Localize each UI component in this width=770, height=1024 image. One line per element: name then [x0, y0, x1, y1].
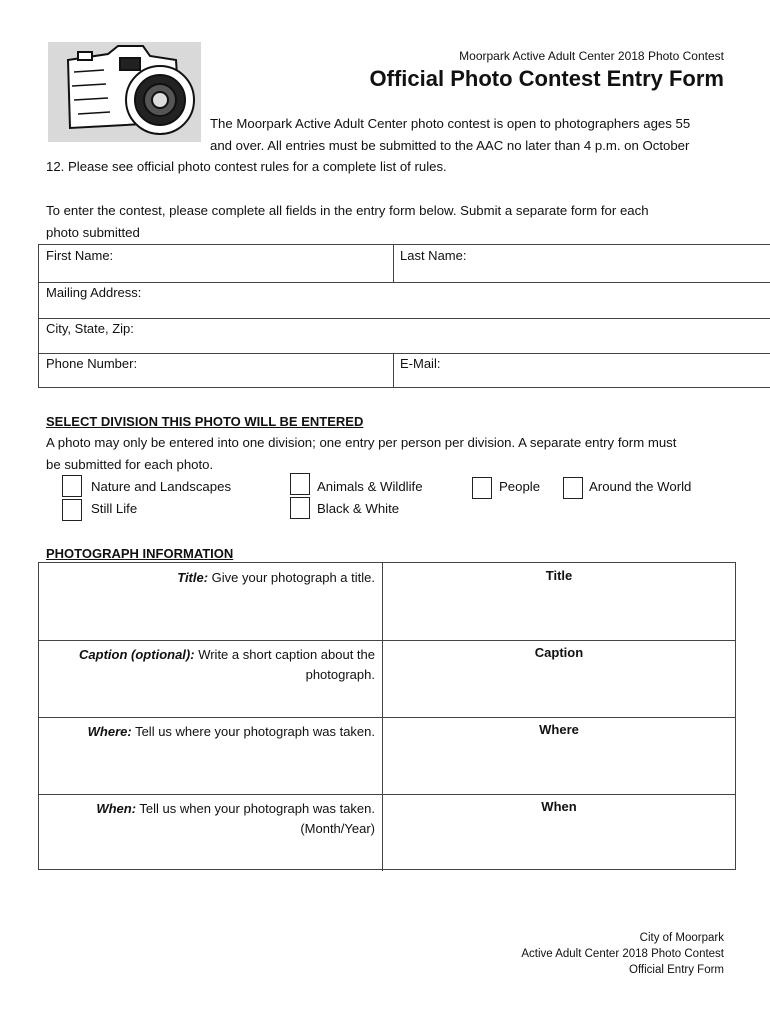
checkbox-around-the-world[interactable] [563, 477, 583, 499]
page-title: Official Photo Contest Entry Form [369, 66, 724, 91]
contact-info-table [38, 244, 770, 388]
phone-row [39, 353, 770, 388]
division-note-1: A photo may only be entered into one division; one entry per person per division. A separate entry form must [46, 435, 677, 450]
label-around-the-world: Around the World [589, 479, 692, 494]
caption-desc-text: Write a short caption about the photograph. [194, 647, 375, 682]
instructions-line-1: To enter the contest, please complete all fields in the entry form below. Submit a separate form for each [46, 203, 649, 218]
label-nature: Nature and Landscapes [91, 479, 232, 494]
caption-description [39, 640, 381, 685]
when-answer-field[interactable]: When [541, 799, 577, 814]
checkbox-people[interactable] [472, 477, 492, 499]
address-row [39, 282, 770, 319]
contest-subtitle: Moorpark Active Adult Center 2018 Photo Contest [459, 49, 724, 63]
title-desc-text: Give your photograph a title. [208, 570, 375, 585]
title-row [39, 563, 735, 641]
phone-field[interactable]: Phone Number: [46, 356, 138, 371]
where-label: Where: [87, 724, 132, 739]
label-black-white: Black & White [317, 501, 400, 516]
checkbox-animals[interactable] [290, 473, 310, 495]
footer-line-3: Official Entry Form [629, 964, 724, 976]
where-desc-text: Tell us where your photograph was taken. [131, 724, 375, 739]
label-animals: Animals & Wildlife [317, 479, 423, 494]
division-heading: SELECT DIVISION THIS PHOTO WILL BE ENTERED [46, 414, 364, 429]
when-desc-text: Tell us when your photograph was taken. (Month/Year) [136, 801, 375, 836]
intro-line-1: The Moorpark Active Adult Center photo contest is open to photographers ages 55 [210, 116, 691, 131]
instructions-line-2: photo submitted [46, 225, 140, 240]
when-description [39, 794, 381, 839]
email-field[interactable]: E-Mail: [400, 356, 441, 371]
last-name-field[interactable]: Last Name: [400, 248, 467, 263]
title-answer-field[interactable]: Title [545, 568, 573, 583]
photo-info-heading: PHOTOGRAPH INFORMATION [46, 546, 234, 561]
checkbox-still-life[interactable] [62, 499, 82, 521]
first-name-field[interactable]: First Name: [46, 248, 114, 263]
photo-info-table [38, 562, 736, 870]
title-description [39, 563, 381, 588]
camera-logo [48, 42, 201, 142]
city-row [39, 318, 770, 354]
caption-label: Caption (optional): [79, 647, 195, 662]
when-row [39, 794, 735, 871]
footer-line-1: City of Moorpark [639, 932, 724, 944]
where-row [39, 717, 735, 795]
footer [521, 930, 724, 978]
footer-line-2: Active Adult Center 2018 Photo Contest [521, 948, 724, 960]
label-still-life: Still Life [91, 501, 138, 516]
camera-icon [48, 42, 201, 142]
label-people: People [499, 479, 541, 494]
checkbox-nature[interactable] [62, 475, 82, 497]
where-answer-field[interactable]: Where [539, 722, 579, 737]
title-label: Title: [177, 570, 209, 585]
caption-answer-field[interactable]: Caption [534, 645, 584, 660]
division-note-2: be submitted for each photo. [46, 457, 214, 472]
checkbox-black-white[interactable] [290, 497, 310, 519]
name-row [39, 245, 770, 283]
mailing-address-field[interactable]: Mailing Address: [46, 285, 142, 300]
where-description [39, 717, 381, 742]
intro-line-3: 12. Please see official photo contest rules for a complete list of rules. [46, 159, 447, 174]
caption-row [39, 640, 735, 718]
city-state-zip-field[interactable]: City, State, Zip: [46, 321, 134, 336]
when-label: When: [96, 801, 137, 816]
intro-line-2: and over. All entries must be submitted to the AAC no later than 4 p.m. on October [210, 138, 690, 153]
